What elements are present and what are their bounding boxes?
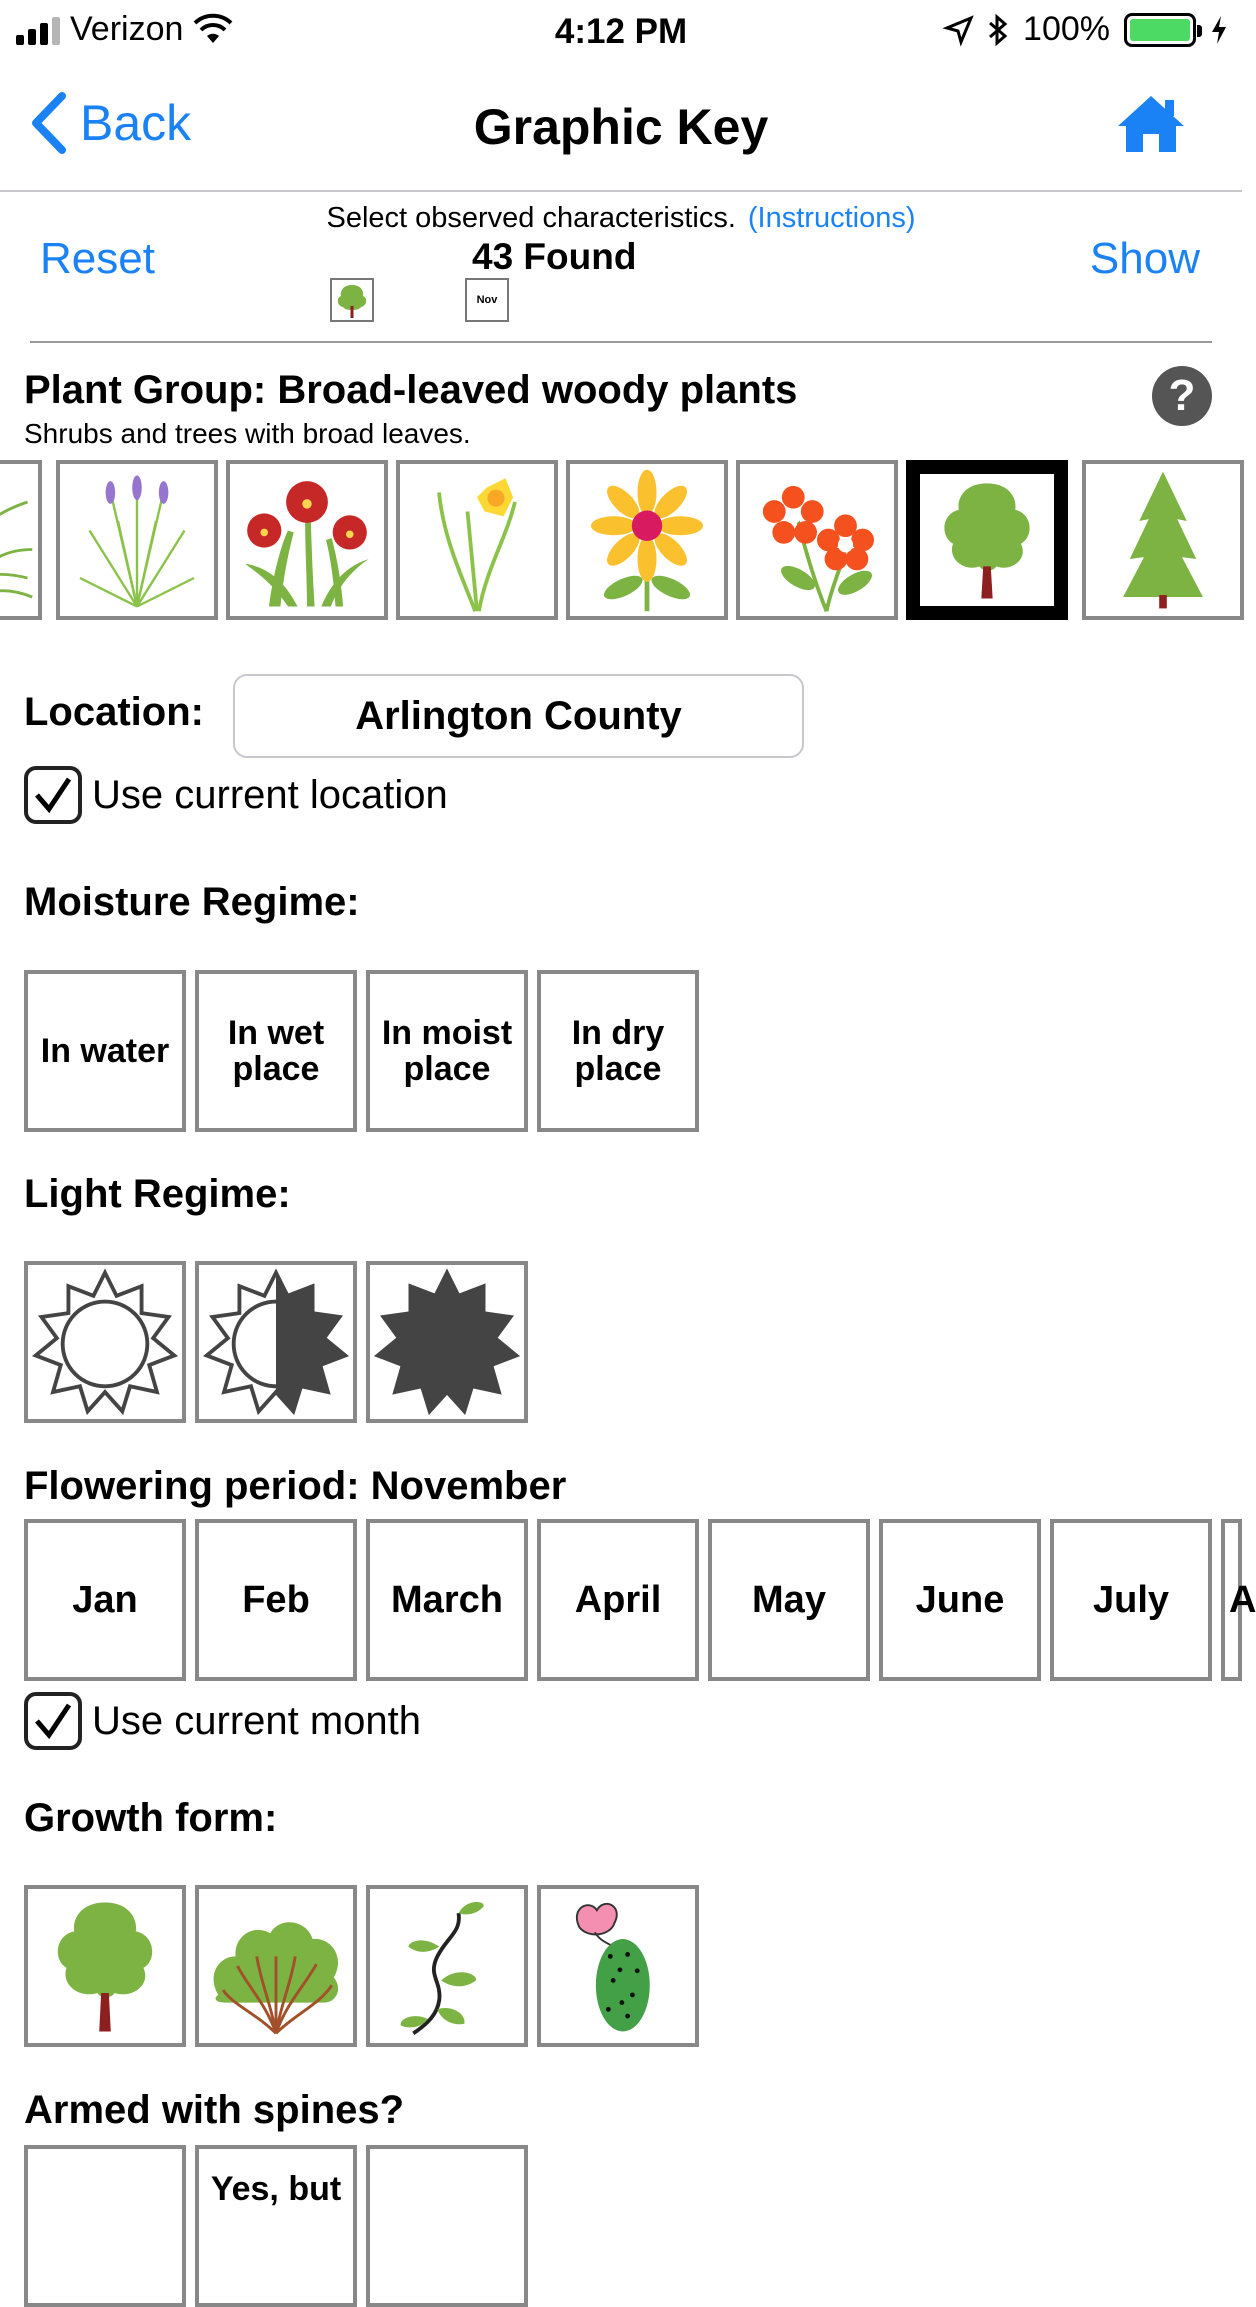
month-may[interactable]: May [708,1519,870,1681]
home-icon [1116,92,1186,154]
spines-option-1[interactable] [24,2145,186,2307]
checkmark-icon [31,1699,75,1743]
battery-percent: 100% [1023,10,1110,48]
navigation-bar [0,62,1242,192]
red-flowers-icon [740,464,894,616]
selected-tree-thumbnail[interactable] [330,278,374,322]
daffodil-icon [400,464,554,616]
month-jan[interactable]: Jan [24,1519,186,1681]
plant-group-option-sunflower[interactable] [566,460,728,620]
plant-group-option-red-flowers[interactable] [736,460,898,620]
plant-group-strip[interactable] [0,458,1242,622]
reset-button[interactable]: Reset [40,234,155,283]
month-checkbox[interactable] [24,1692,82,1750]
use-current-month-label: Use current month [92,1698,422,1743]
instructions-line [0,202,1242,235]
tree-icon [28,1889,182,2043]
shade-icon [370,1265,524,1419]
instructions-link[interactable]: (Instructions) [747,202,916,234]
moisture-option-moist[interactable]: In moist place [366,970,528,1132]
moisture-label: Moisture Regime: [24,880,360,924]
location-checkbox[interactable] [24,766,82,824]
spines-option-yes-but[interactable]: Yes, but [195,2145,357,2307]
plant-group-title: Plant Group: Broad-leaved woody plants [24,368,798,412]
month-march[interactable]: March [366,1519,528,1681]
moisture-option-dry[interactable]: In dry place [537,970,699,1132]
spines-option-3[interactable] [366,2145,528,2307]
charging-icon [1210,15,1228,45]
broadleaf-tree-icon [920,474,1054,606]
cactus-icon [541,1889,695,2043]
moisture-option-wet[interactable]: In wet place [195,970,357,1132]
light-label: Light Regime: [24,1172,291,1216]
month-april[interactable]: April [537,1519,699,1681]
checkmark-icon [31,773,75,817]
plant-group-option-lavender[interactable] [56,460,218,620]
light-option-full-shade[interactable] [366,1261,528,1423]
growth-form-vine[interactable] [366,1885,528,2047]
plant-group-option-daffodil[interactable] [396,460,558,620]
carrier-name: Verizon [70,10,184,48]
month-august-partial[interactable]: A [1221,1519,1242,1681]
page-title: Graphic Key [473,99,769,155]
bluetooth-icon [987,14,1009,46]
battery-icon [1124,13,1196,47]
growth-form-shrub[interactable] [195,1885,357,2047]
summary-row [0,192,1242,344]
growth-form-label: Growth form: [24,1796,278,1840]
back-label: Back [80,95,192,151]
orchid-icon [230,464,384,616]
selected-month-thumbnail[interactable]: Nov [465,278,509,322]
moisture-option-in-water[interactable]: In water [24,970,186,1132]
sunflower-icon [570,464,724,616]
use-current-month-toggle[interactable] [24,1692,421,1750]
status-time: 4:12 PM [554,12,688,51]
use-current-location-label: Use current location [92,772,448,817]
month-july[interactable]: July [1050,1519,1212,1681]
partial-shade-icon [199,1265,353,1419]
location-arrow-icon [945,16,973,44]
show-button[interactable]: Show [1089,234,1200,283]
light-option-partial-shade[interactable] [195,1261,357,1423]
instructions-text: Select observed characteristics. [326,202,736,234]
location-label: Location: [24,690,204,734]
plant-group-option-grass[interactable] [0,460,42,620]
help-button[interactable]: ? [1152,366,1212,426]
found-count: 43 Found [472,236,637,277]
shrub-icon [199,1889,353,2043]
spines-label: Armed with spines? [24,2088,405,2132]
flowering-label: Flowering period: November [24,1464,567,1508]
divider [30,341,1212,343]
use-current-location-toggle[interactable] [24,766,448,824]
location-field[interactable]: Arlington County [233,674,804,758]
growth-form-tree[interactable] [24,1885,186,2047]
lavender-icon [60,464,214,616]
month-feb[interactable]: Feb [195,1519,357,1681]
growth-form-cactus[interactable] [537,1885,699,2047]
vine-icon [370,1889,524,2043]
grass-icon [0,464,38,616]
status-bar [0,0,1242,62]
plant-group-option-broadleaf-tree[interactable] [906,460,1068,620]
light-option-full-sun[interactable] [24,1261,186,1423]
home-button[interactable] [1116,92,1186,159]
conifer-tree-icon [1086,464,1240,616]
plant-group-description: Shrubs and trees with broad leaves. [24,418,471,449]
plant-group-option-conifer[interactable] [1082,460,1244,620]
sun-icon [28,1265,182,1419]
broadleaf-tree-icon [332,280,372,320]
month-june[interactable]: June [879,1519,1041,1681]
status-right [945,10,1228,49]
plant-group-option-orchid[interactable] [226,460,388,620]
